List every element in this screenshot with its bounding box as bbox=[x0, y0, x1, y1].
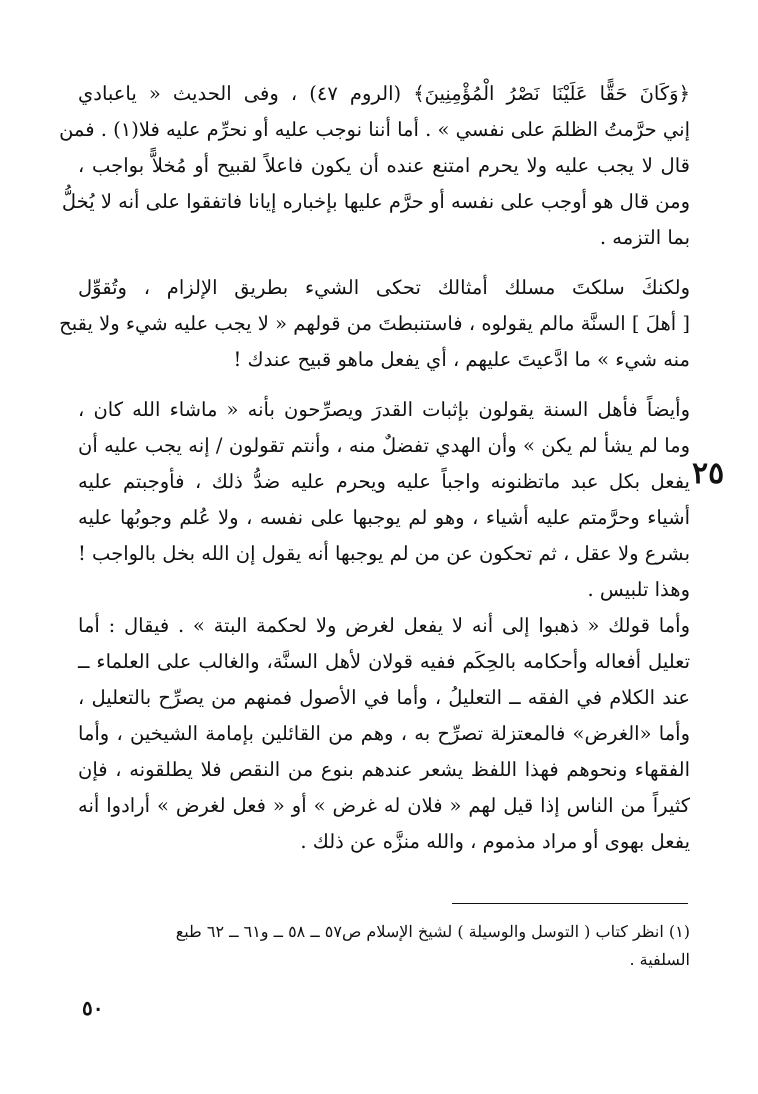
text-line: وهذا تلبيس . bbox=[587, 578, 690, 601]
text-line: وأما «الغرض» فالمعتزلة تصرِّح به ، وهم من القائلين بإمامة الشيخين ، وأما bbox=[78, 722, 690, 745]
footnote-line: السلفية . bbox=[629, 950, 690, 969]
text-line: تعليل أفعاله وأحكامه بالحِكَم ففيه قولان لأهل السنَّة، والغالب على العلماء ــ bbox=[78, 650, 690, 673]
main-text bbox=[59, 76, 690, 860]
text-line: أشياء وحرَّمتم عليه أشياء ، وهو لم يوجبها على نفسه ، ولا عُلم وجوبُها عليه bbox=[78, 506, 690, 529]
text-line: عند الكلام في الفقه ــ التعليلُ ، وأما في الأصول فمنهم من يصرِّح بالتعليل ، bbox=[78, 686, 690, 709]
text-line: منه شيء » ما ادَّعيتَ عليهم ، أي يفعل ماهو قبيح عندك ! bbox=[233, 348, 690, 371]
text-line: وأيضاً فأهل السنة يقولون بإثبات القدرَ ويصرِّحون بأنه « ماشاء الله كان ، bbox=[78, 398, 690, 421]
text-line: [ أهلَ ] السنَّة مالم يقولوه ، فاستنبطتَ من قولهم « لا يجب عليه شيء ولا يقبح bbox=[59, 312, 690, 335]
margin-page-reference: ٢٥ bbox=[692, 456, 725, 491]
text-line: ﴿وَكَانَ حَقًّا عَلَيْنَا نَصْرُ الْمُؤْمِنِينَ﴾ (الروم ٤٧) ، وفى الحديث « ياعبادي bbox=[78, 82, 690, 105]
text-line: يفعل بهوى أو مراد مذموم ، والله منزَّه عن ذلك . bbox=[300, 830, 690, 853]
text-line: وأما قولك « ذهبوا إلى أنه لا يفعل لغرض ولا لحكمة البتة » . فيقال : أما bbox=[78, 614, 690, 637]
text-line: بما التزمه . bbox=[599, 226, 690, 249]
page-number: ٥٠ bbox=[82, 996, 104, 1020]
text-line: ولكنكَ سلكتَ مسلك أمثالك تحكى الشيء بطريق الإلزام ، وتُقوِّل bbox=[78, 276, 690, 299]
text-line: بشرع ولا عقل ، ثم تحكون عن من لم يوجبها أنه يقول إن الله بخل بالواجب ! bbox=[78, 542, 690, 565]
text-line: الفقهاء ونحوهم فهذا اللفظ يشعر عندهم بنوع من النقص فلا يطلقونه ، فإن bbox=[78, 758, 690, 781]
text-line: يفعل بكل عبد ماتظنونه واجباً عليه ويحرم عليه ضدُّ ذلك ، فأوجبتم عليه bbox=[78, 470, 690, 493]
text-line: ومن قال هو أوجب على نفسه أو حرَّم عليها بإخباره إيانا فاتفقوا على أنه لا يُخلُّ bbox=[61, 190, 690, 213]
text-line: إني حرَّمتُ الظلمَ على نفسي » . أما أننا نوجب عليه أو نحرِّم عليه فلا(١) . فمن bbox=[59, 118, 690, 141]
footnote bbox=[76, 918, 690, 974]
footnote-divider bbox=[452, 903, 688, 904]
text-line: وما لم يشأ لم يكن » وأن الهدي تفضلٌ منه ، وأنتم تقولون / إنه يجب عليه أن bbox=[78, 434, 690, 457]
text-line: كثيراً من الناس إذا قيل لهم « فلان له غرض » أو « فعل لغرض » أرادوا أنه bbox=[78, 794, 690, 817]
text-line: قال لا يجب عليه ولا يحرم امتنع عنده أن يكون فاعلاً لقبيح أو مُخلاًّ بواجب ، bbox=[78, 154, 690, 177]
footnote-line: (١) انظر كتاب ( التوسل والوسيلة ) لشيخ الإسلام ص٥٧ ــ ٥٨ ــ و٦١ ــ ٦٢ طبع bbox=[175, 922, 690, 941]
